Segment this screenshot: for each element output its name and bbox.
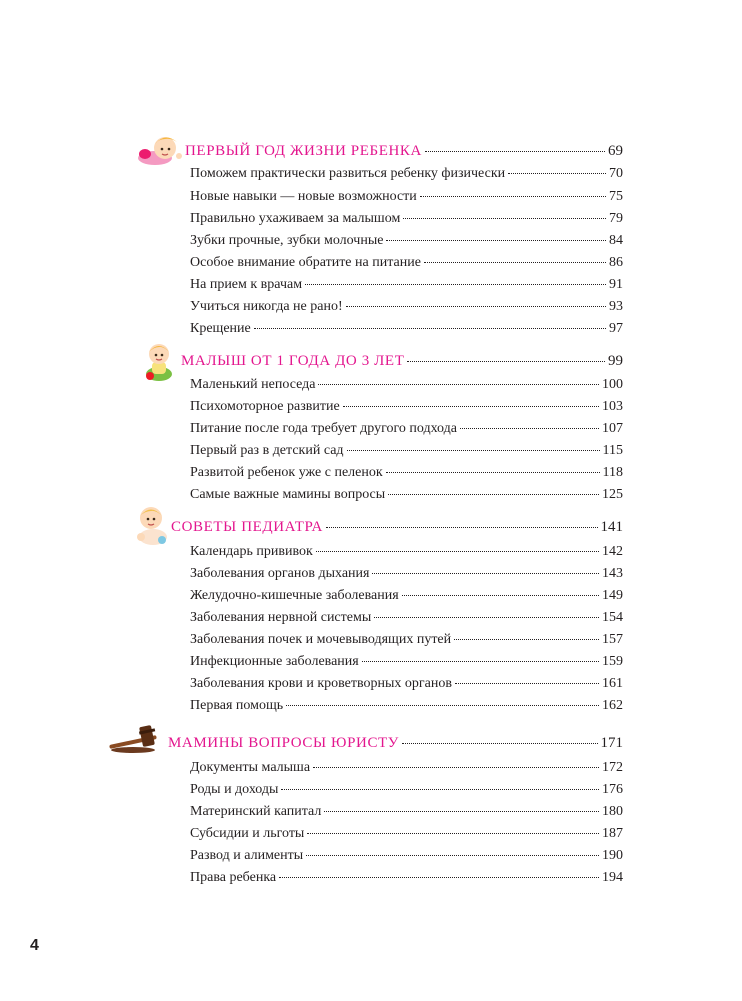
leader-dots	[279, 869, 599, 878]
item-title: Крещение	[190, 321, 251, 336]
leader-dots	[388, 486, 599, 495]
toc-section[interactable]	[168, 735, 623, 752]
item-page: 149	[602, 588, 623, 603]
leader-dots	[343, 398, 599, 407]
item-page: 115	[602, 443, 623, 458]
item-title: Новые навыки — новые возможности	[190, 189, 417, 204]
leader-dots	[407, 353, 605, 362]
toc-item[interactable]	[190, 277, 623, 293]
gavel-icon	[103, 720, 165, 761]
item-title: Заболевания органов дыхания	[190, 566, 370, 581]
item-page: 79	[609, 211, 623, 226]
toddler-sitting-icon	[141, 340, 177, 387]
item-page: 172	[602, 760, 623, 775]
leader-dots	[324, 803, 599, 812]
item-title: Желудочно-кишечные заболевания	[190, 588, 399, 603]
item-title: Поможем практически развиться ребенку физически	[190, 166, 506, 181]
leader-dots	[386, 464, 600, 473]
item-page: 143	[602, 566, 623, 581]
toc-item[interactable]	[190, 211, 623, 227]
toc-section[interactable]	[171, 519, 623, 536]
item-page: 93	[609, 299, 623, 314]
leader-dots	[372, 565, 599, 574]
toc-item[interactable]	[190, 544, 623, 560]
item-page: 91	[609, 277, 623, 292]
item-title: Заболевания крови и кроветворных органов	[190, 676, 452, 691]
leader-dots	[307, 825, 599, 834]
item-page: 86	[609, 255, 623, 270]
toc-item[interactable]	[190, 233, 623, 249]
toc-item[interactable]	[190, 421, 623, 437]
leader-dots	[346, 298, 606, 307]
item-title: Субсидии и льготы	[190, 826, 305, 841]
leader-dots	[508, 165, 606, 174]
section-title: ПЕРВЫЙ ГОД ЖИЗНИ РЕБЕНКА	[185, 143, 422, 159]
toc-item[interactable]	[190, 566, 623, 582]
item-page: 125	[602, 487, 623, 502]
toc-item[interactable]	[190, 654, 623, 670]
item-title: Инфекционные заболевания	[190, 654, 359, 669]
item-page: 159	[602, 654, 623, 669]
item-page: 103	[602, 399, 623, 414]
item-title: Первый раз в детский сад	[190, 443, 344, 458]
leader-dots	[402, 735, 597, 744]
leader-dots	[374, 609, 599, 618]
leader-dots	[286, 697, 599, 706]
item-page: 154	[602, 610, 623, 625]
toc-item[interactable]	[190, 443, 623, 459]
leader-dots	[455, 675, 599, 684]
toc-item[interactable]	[190, 870, 623, 886]
leader-dots	[306, 847, 599, 856]
toc-item[interactable]	[190, 299, 623, 315]
item-title: На прием к врачам	[190, 277, 303, 292]
leader-dots	[281, 781, 599, 790]
toc-item[interactable]	[190, 588, 623, 604]
item-page: 97	[609, 321, 623, 336]
leader-dots	[362, 653, 599, 662]
item-page: 100	[602, 377, 623, 392]
leader-dots	[454, 631, 599, 640]
item-title: Роды и доходы	[190, 782, 279, 797]
section-title: МАЛЫШ ОТ 1 ГОДА ДО 3 ЛЕТ	[181, 353, 405, 369]
item-title: Особое внимание обратите на питание	[190, 255, 421, 270]
section-page: 99	[608, 353, 623, 369]
baby-lying-icon	[135, 130, 185, 173]
toc-section[interactable]	[181, 353, 623, 370]
item-page: 187	[602, 826, 623, 841]
leader-dots	[254, 320, 606, 329]
toc-item[interactable]	[190, 632, 623, 648]
item-title: Права ребенка	[190, 870, 277, 885]
toc-item[interactable]	[190, 465, 623, 481]
item-page: 162	[602, 698, 623, 713]
item-page: 161	[602, 676, 623, 691]
toc-item[interactable]	[190, 166, 623, 182]
leader-dots	[305, 276, 606, 285]
leader-dots	[420, 188, 606, 197]
baby-crawling-icon	[131, 503, 171, 552]
item-page: 157	[602, 632, 623, 647]
toc-section[interactable]	[185, 143, 623, 160]
page-number: 4	[30, 937, 39, 954]
item-page: 118	[602, 465, 623, 480]
item-page: 107	[602, 421, 623, 436]
item-title: Питание после года требует другого подхода	[190, 421, 457, 436]
item-title: Заболевания нервной системы	[190, 610, 372, 625]
section-page: 141	[600, 519, 623, 535]
toc-item[interactable]	[190, 782, 623, 798]
section-page: 171	[600, 735, 623, 751]
leader-dots	[460, 420, 599, 429]
leader-dots	[316, 543, 599, 552]
toc-item[interactable]	[190, 399, 623, 415]
leader-dots	[347, 442, 600, 451]
item-title: Маленький непоседа	[190, 377, 316, 392]
toc-item[interactable]	[190, 377, 623, 393]
item-title: Документы малыша	[190, 760, 311, 775]
item-title: Правильно ухаживаем за малышом	[190, 211, 401, 226]
item-page: 190	[602, 848, 623, 863]
toc-item[interactable]	[190, 610, 623, 626]
leader-dots	[318, 376, 599, 385]
item-title: Зубки прочные, зубки молочные	[190, 233, 384, 248]
toc-item[interactable]	[190, 826, 623, 842]
item-title: Заболевания почек и мочевыводящих путей	[190, 632, 452, 647]
item-page: 142	[602, 544, 623, 559]
item-title: Календарь прививок	[190, 544, 313, 559]
leader-dots	[313, 759, 599, 768]
toc-item[interactable]	[190, 487, 623, 503]
section-page: 69	[608, 143, 623, 159]
item-page: 176	[602, 782, 623, 797]
toc-item[interactable]	[190, 698, 623, 714]
leader-dots	[326, 519, 598, 528]
leader-dots	[402, 587, 599, 596]
toc-item[interactable]	[190, 189, 623, 205]
item-title: Психомоторное развитие	[190, 399, 340, 414]
toc-item[interactable]	[190, 760, 623, 776]
section-title: МАМИНЫ ВОПРОСЫ ЮРИСТУ	[168, 735, 400, 751]
item-title: Первая помощь	[190, 698, 284, 713]
item-page: 194	[602, 870, 623, 885]
leader-dots	[403, 210, 606, 219]
leader-dots	[424, 254, 606, 263]
item-title: Развод и алименты	[190, 848, 304, 863]
item-title: Развитой ребенок уже с пеленок	[190, 465, 383, 480]
item-page: 84	[609, 233, 623, 248]
toc-item[interactable]	[190, 321, 623, 337]
leader-dots	[425, 143, 605, 152]
section-title: СОВЕТЫ ПЕДИАТРА	[171, 519, 323, 535]
leader-dots	[386, 232, 606, 241]
item-page: 70	[609, 166, 623, 181]
toc-item[interactable]	[190, 255, 623, 271]
toc-item[interactable]	[190, 676, 623, 692]
toc-item[interactable]	[190, 848, 623, 864]
item-page: 75	[609, 189, 623, 204]
item-title: Самые важные мамины вопросы	[190, 487, 386, 502]
toc-item[interactable]	[190, 804, 623, 820]
item-title: Материнский капитал	[190, 804, 322, 819]
item-page: 180	[602, 804, 623, 819]
item-title: Учиться никогда не рано!	[190, 299, 343, 314]
